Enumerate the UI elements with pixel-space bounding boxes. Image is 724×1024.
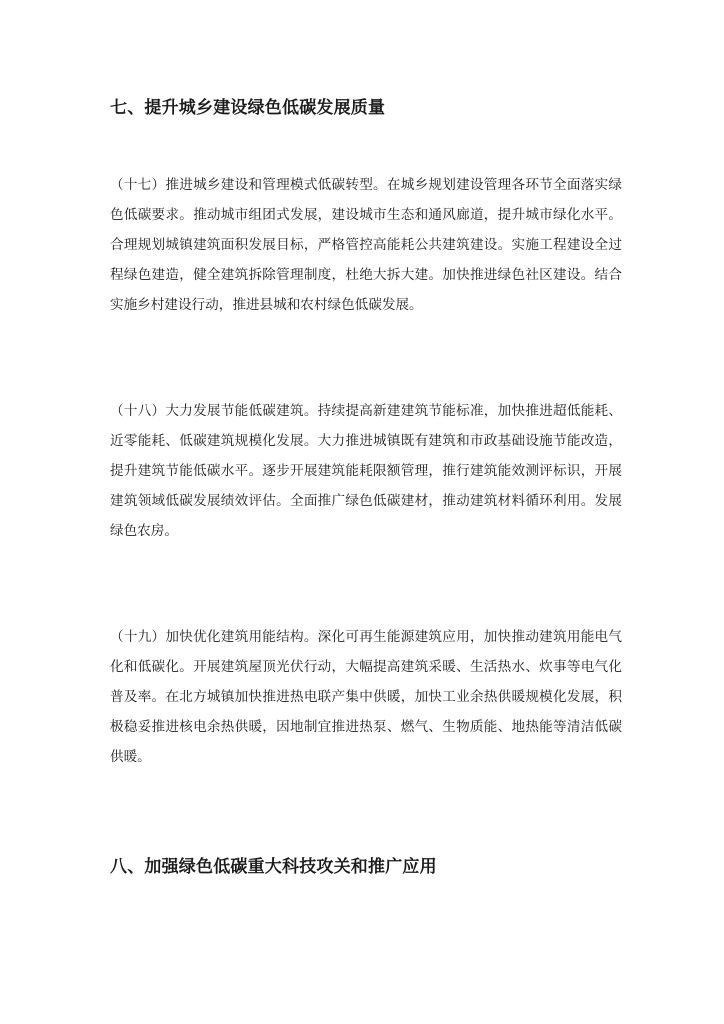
section-heading-7: 七、提升城乡建设绿色低碳发展质量 — [110, 98, 386, 118]
paragraph-18: （十八）大力发展节能低碳建筑。持续提高新建建筑节能标准，加快推进超低能耗、近零能耗、低碳建筑规模化发展。大力推进城镇既有建筑和市政基础设施节能改造，提升建筑节能低碳水平。逐步开展建筑能耗限额管理，推行建筑能效测评标识，开展建筑领域低碳发展绩效评估。全面推广绿色低碳建材，推动建筑材料循环利用。发展绿色农房。 — [110, 403, 622, 539]
paragraph-17: （十七）推进城乡建设和管理模式低碳转型。在城乡规划建设管理各环节全面落实绿色低碳要求。推动城市组团式发展，建设城市生态和通风廊道，提升城市绿化水平。合理规划城镇建筑面积发展目标，严格管控高能耗公共建筑建设。实施工程建设全过程绿色建造，健全建筑拆除管理制度，杜绝大拆大建。加快推进绿色社区建设。结合实施乡村建设行动，推进县城和农村绿色低碳发展。 — [110, 177, 622, 313]
section-heading-8: 八、加强绿色低碳重大科技攻关和推广应用 — [110, 857, 437, 877]
paragraph-19: （十九）加快优化建筑用能结构。深化可再生能源建筑应用，加快推动建筑用能电气化和低碳化。开展建筑屋顶光伏行动，大幅提高建筑采暖、生活热水、炊事等电气化普及率。在北方城镇加快推进热电联产集中供暖，加快工业余热供暖规模化发展，积极稳妥推进核电余热供暖，因地制宜推进热泵、燃气、生物质能、地热能等清洁低碳供暖。 — [110, 629, 622, 765]
